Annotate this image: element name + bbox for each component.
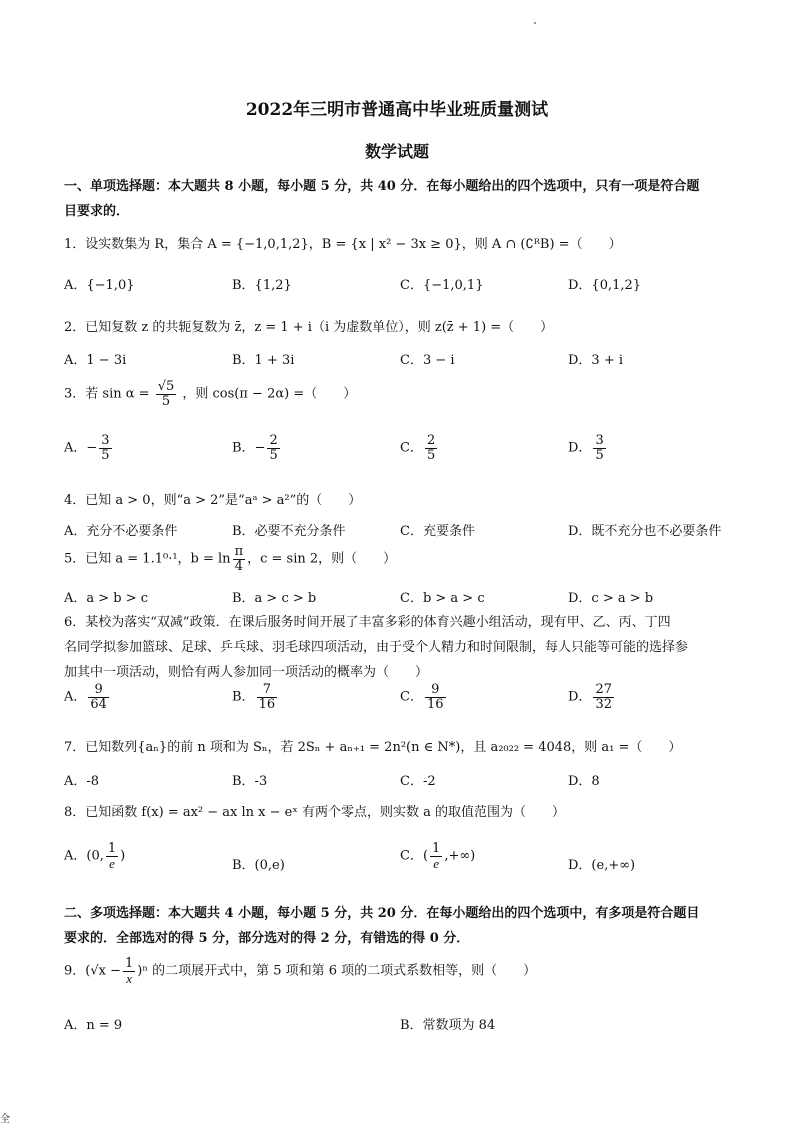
q5-stem: 5．已知 a = 1.1⁰·¹，b = ln $\frac{\pi}{4}$ ，c = sin 2，则（ ） bbox=[64, 544, 397, 574]
q3-option-a: A．− $\frac{3}{5}$ bbox=[64, 433, 110, 463]
q2-stem: 2．已知复数 z 的共轭复数为 z̄，z = 1 + i（i 为虚数单位），则 z(z̄ + 1) =（ ） bbox=[64, 320, 554, 335]
q1-stem: 1．设实数集为 R，集合 A = {−1,0,1,2}，B = {x | x² − 3x ≥ 0}，则 A ∩ (∁ᴿB) =（ ） bbox=[64, 237, 622, 252]
q4-option-a: A．充分不必要条件 bbox=[64, 524, 178, 539]
section2-heading-line2: 要求的．全部选对的得 5 分，部分选对的得 2 分，有错选的得 0 分． bbox=[64, 931, 470, 946]
q3-fraction: $\frac{√5}{5}$ bbox=[157, 379, 175, 409]
q5-option-c: C．b > a > c bbox=[400, 591, 485, 606]
q3-option-d: D． $\frac{3}{5}$ bbox=[568, 433, 604, 463]
q4-stem: 4．已知 a > 0，则“a > 2”是“aᵃ > a²”的（ ） bbox=[64, 493, 362, 508]
q6-stem-line3: 加其中一项活动，则恰有两人参加同一项活动的概率为（ ） bbox=[64, 665, 429, 680]
q2-option-c: C．3 − i bbox=[400, 353, 455, 368]
q7-option-d: D．8 bbox=[568, 774, 600, 789]
q5-option-b: B．a > c > b bbox=[232, 591, 317, 606]
q6-stem-line2: 名同学拟参加篮球、足球、乒乓球、羽毛球四项活动，由于受个人精力和时间限制，每人只能等可能的选择参 bbox=[64, 640, 689, 655]
q6-option-c: C． $\frac{9}{16}$ bbox=[400, 682, 444, 712]
q5-option-a: A．a > b > c bbox=[64, 591, 149, 606]
q8-stem: 8．已知函数 f(x) = ax² − ax ln x − eˣ 有两个零点，则实数 a 的取值范围为（ ） bbox=[64, 805, 566, 820]
q9-option-b: B．常数项为 84 bbox=[400, 1018, 496, 1033]
q6-option-b: B． $\frac{7}{16}$ bbox=[232, 682, 276, 712]
page-subtitle: 数学试题 bbox=[364, 142, 429, 161]
q3-stem bbox=[64, 380, 356, 408]
q2-option-b: B．1 + 3i bbox=[232, 353, 295, 368]
q8-option-c: C．( $\frac{1}{e}$ ,+∞) bbox=[400, 841, 476, 871]
q1-option-c: C．{−1,0,1} bbox=[400, 278, 484, 293]
q3-option-b: B．− $\frac{2}{5}$ bbox=[232, 433, 278, 463]
q9-stem: 9．(√x − $\frac{1}{x}$ )ⁿ 的二项展开式中，第 5 项和第 6 项的二项式系数相等，则（ ） bbox=[64, 956, 537, 986]
q2-option-a: A．1 − 3i bbox=[64, 353, 127, 368]
q2-option-d: D．3 + i bbox=[568, 353, 624, 368]
q8-option-a: A．(0, $\frac{1}{e}$ ) bbox=[64, 841, 126, 871]
q6-stem-line1: 6．某校为落实“双减”政策．在课后服务时间开展了丰富多彩的体育兴趣小组活动，现有甲、乙、丙、丁四 bbox=[64, 615, 671, 630]
q5-option-d: D．c > a > b bbox=[568, 591, 654, 606]
q8-option-d: D．(e,+∞) bbox=[568, 858, 636, 873]
q7-option-a: A．-8 bbox=[64, 774, 100, 789]
q4-option-d: D．既不充分也不必要条件 bbox=[568, 524, 722, 539]
q8-option-b: B．(0,e) bbox=[232, 858, 285, 873]
q9-option-a: A．n = 9 bbox=[64, 1018, 123, 1033]
speck-dot bbox=[534, 22, 536, 24]
corner-mark: 全 bbox=[0, 1114, 10, 1125]
section1-heading-line1: 一、单项选择题：本大题共 8 小题，每小题 5 分，共 40 分．在每小题给出的四个选项中，只有一项是符合题 bbox=[64, 179, 700, 194]
q4-option-c: C．充要条件 bbox=[400, 524, 475, 539]
q7-stem: 7．已知数列{aₙ}的前 n 项和为 Sₙ，若 2Sₙ + aₙ₊₁ = 2n²(n ∈ N*)，且 a₂₀₂₂ = 4048，则 a₁ =（ ） bbox=[64, 740, 682, 755]
q1-option-a: A．{−1,0} bbox=[64, 278, 135, 293]
page-title: 2022年三明市普通高中毕业班质量测试 bbox=[245, 100, 549, 120]
q1-option-d: D．{0,1,2} bbox=[568, 278, 642, 293]
q6-option-a: A． $\frac{9}{64}$ bbox=[64, 682, 107, 712]
section1-heading-line2: 目要求的． bbox=[64, 204, 130, 219]
q3-option-c: C． $\frac{2}{5}$ bbox=[400, 433, 436, 463]
section2-heading-line1: 二、多项选择题：本大题共 4 小题，每小题 5 分，共 20 分．在每小题给出的四个选项中，有多项是符合题目 bbox=[64, 906, 700, 921]
q1-option-b: B．{1,2} bbox=[232, 278, 292, 293]
q3-stem-post: ，则 cos(π − 2α) =（ ） bbox=[182, 386, 357, 402]
q6-option-d: D． $\frac{27}{32}$ bbox=[568, 682, 612, 712]
q4-option-b: B．必要不充分条件 bbox=[232, 524, 346, 539]
q3-stem-pre: 3．若 sin α = bbox=[64, 386, 150, 402]
q7-option-b: B．-3 bbox=[232, 774, 268, 789]
q7-option-c: C．-2 bbox=[400, 774, 436, 789]
